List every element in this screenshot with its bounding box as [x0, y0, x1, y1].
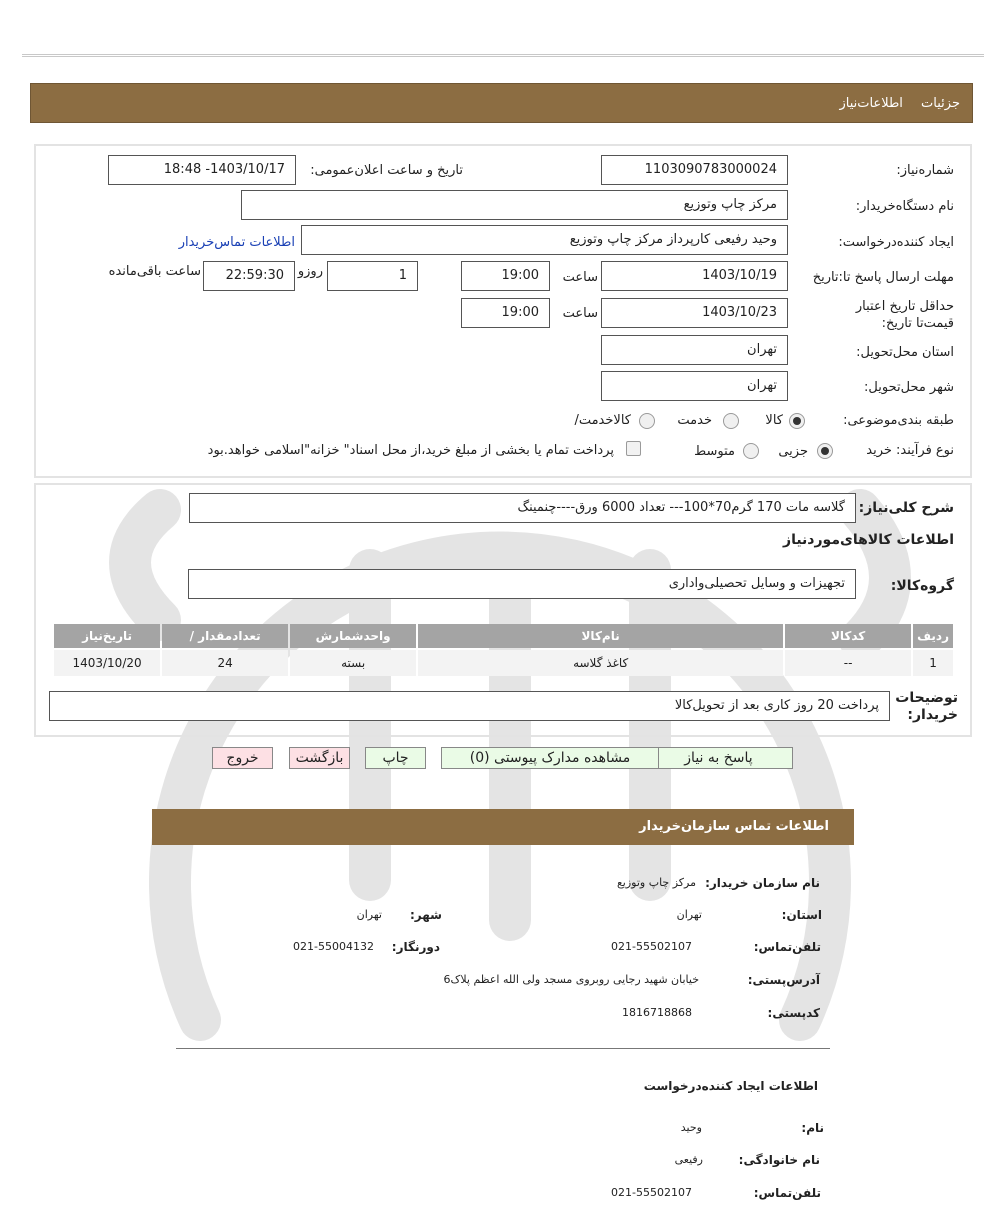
province-field: تهران [601, 335, 788, 365]
province-label: استان محل‌تحویل: [856, 345, 954, 360]
table-header-row [54, 624, 953, 648]
announce-field: 1403/10/17- 18:48 [108, 155, 296, 185]
treasury-payment-note: پرداخت تمام یا بخشی از مبلغ خرید،از محل اسناد" خزانه"اسلامی خواهد.بود [207, 443, 614, 458]
remaining-label: ساعت باقی‌مانده [108, 264, 201, 279]
cell-row-number: 1 [913, 650, 953, 676]
creator-phone-value: 021-55502107 [611, 1186, 692, 1199]
process-label: نوع فرآیند: خرید [866, 443, 954, 458]
col-goods-code: کدکالا [785, 624, 911, 648]
col-quantity: تعدادمقدار / [162, 624, 288, 648]
reply-button[interactable]: پاسخ به نیاز [644, 747, 793, 769]
buyer-org-label: نام دستگاه‌خریدار: [855, 199, 954, 214]
buyer-fax-label: دورنگار: [391, 940, 440, 954]
buyer-contact-link[interactable]: اطلاعات تماس‌خریدار [178, 235, 295, 250]
validity-time-field: 19:00 [461, 298, 550, 328]
process-minor-label: جزیی [778, 444, 808, 459]
creator-family-label: نام خانوادگی: [738, 1153, 820, 1167]
buyer-city-value: تهران [356, 908, 382, 921]
buyer-province-label: استان: [781, 908, 822, 922]
creator-phone-label: تلفن‌تماس: [753, 1186, 821, 1200]
announce-label: تاریخ و ساعت اعلان‌عمومی: [310, 163, 463, 178]
top-divider [22, 54, 984, 57]
validity-label: حداقل تاریخ اعتبار قیمت‌تا تاریخ: [855, 299, 954, 331]
creator-family-value: رفیعی [674, 1153, 703, 1166]
tab-need-info[interactable]: اطلاعات‌نیاز [839, 96, 903, 111]
contact-divider [176, 1048, 830, 1049]
col-unit: واحدشمارش [290, 624, 416, 648]
creator-label: ایجاد کننده‌درخواست: [838, 235, 954, 250]
cell-need-date: 1403/10/20 [54, 650, 160, 676]
creator-name-label: نام: [801, 1121, 824, 1135]
process-radio-medium[interactable] [743, 443, 759, 459]
deadline-date-field: 1403/10/19 [601, 261, 788, 291]
col-need-date: تاریخ‌نیاز [54, 624, 160, 648]
tab-details[interactable]: جزئیات [921, 96, 960, 111]
summary-label: شرح کلی‌نیاز: [858, 500, 954, 516]
buyer-org-field: مرکز چاپ وتوزیع [241, 190, 788, 220]
buyer-city-label: شهر: [410, 908, 442, 922]
goods-info-title: اطلاعات کالاهای‌موردنیاز [783, 532, 954, 548]
buyer-address-label: آدرس‌پستی: [747, 973, 820, 987]
cell-unit: بسته [290, 650, 416, 676]
buyer-notes-field: پرداخت 20 روز کاری بعد از تحویل‌کالا [49, 691, 890, 721]
days-field: 1 [327, 261, 418, 291]
deadline-label: مهلت ارسال پاسخ تا:تاریخ [812, 270, 954, 285]
buyer-postal-label: کدپستی: [767, 1006, 820, 1020]
print-button[interactable]: چاپ [365, 747, 426, 769]
cell-goods-name: کاغذ گلاسه [418, 650, 783, 676]
validity-time-label: ساعت [562, 306, 598, 321]
creator-contact-title: اطلاعات ایجاد کننده‌درخواست [643, 1079, 818, 1093]
table-row [54, 650, 953, 676]
header-bar [30, 83, 973, 123]
category-service-label: خدمت [677, 413, 712, 428]
validity-date-field: 1403/10/23 [601, 298, 788, 328]
category-radio-goods[interactable] [789, 413, 805, 429]
buyer-org-name-value: مرکز چاپ وتوزیع [616, 876, 696, 889]
category-label: طبقه بندی‌موضوعی: [843, 413, 954, 428]
buyer-contact-title: اطلاعات تماس سازمان‌خریدار [639, 819, 829, 834]
view-documents-button[interactable]: مشاهده مدارک پیوستی (0) [441, 747, 659, 769]
cell-quantity: 24 [162, 650, 288, 676]
need-number-label: شماره‌نیاز: [896, 163, 954, 178]
buyer-contact-header [152, 809, 854, 845]
buyer-fax-value: 021-55004132 [293, 940, 374, 953]
days-suffix: روزو [297, 264, 323, 279]
city-field: تهران [601, 371, 788, 401]
buyer-address-value: خیابان شهید رجایی روبروی مسجد ولی الله اعظم پلاک6 [443, 973, 699, 986]
buyer-province-value: تهران [676, 908, 702, 921]
group-field: تجهیزات و وسایل تحصیلی‌واداری [188, 569, 856, 599]
category-goods-service-label: کالاخدمت/ [574, 413, 631, 428]
process-medium-label: متوسط [694, 444, 735, 459]
cell-goods-code: -- [785, 650, 911, 676]
creator-field: وحید رفیعی کارپرداز مرکز چاپ وتوزیع [301, 225, 788, 255]
goods-table [52, 622, 955, 678]
summary-field: گلاسه مات 170 گرم70*100--- تعداد 6000 ورق----چنمینگ [189, 493, 856, 523]
deadline-time-label: ساعت [562, 270, 598, 285]
exit-button[interactable]: خروج [212, 747, 273, 769]
deadline-time-field: 19:00 [461, 261, 550, 291]
treasury-payment-checkbox[interactable] [626, 441, 641, 456]
process-radio-minor[interactable] [817, 443, 833, 459]
category-radio-goods-service[interactable] [639, 413, 655, 429]
buyer-postal-value: 1816718868 [622, 1006, 692, 1019]
remaining-time-field: 22:59:30 [203, 261, 295, 291]
col-row-number: ردیف [913, 624, 953, 648]
buyer-phone-value: 021-55502107 [611, 940, 692, 953]
col-goods-name: نام‌کالا [418, 624, 783, 648]
city-label: شهر محل‌تحویل: [864, 380, 954, 395]
group-label: گروه‌کالا: [890, 578, 954, 594]
buyer-phone-label: تلفن‌تماس: [753, 940, 821, 954]
back-button[interactable]: بازگشت [289, 747, 350, 769]
category-goods-label: کالا [765, 413, 783, 428]
buyer-org-name-label: نام سازمان خریدار: [705, 876, 820, 890]
buyer-notes-label: توضیحات خریدار: [895, 690, 958, 723]
creator-name-value: وحید [680, 1121, 702, 1134]
category-radio-service[interactable] [723, 413, 739, 429]
need-number-field: 1103090783000024 [601, 155, 788, 185]
